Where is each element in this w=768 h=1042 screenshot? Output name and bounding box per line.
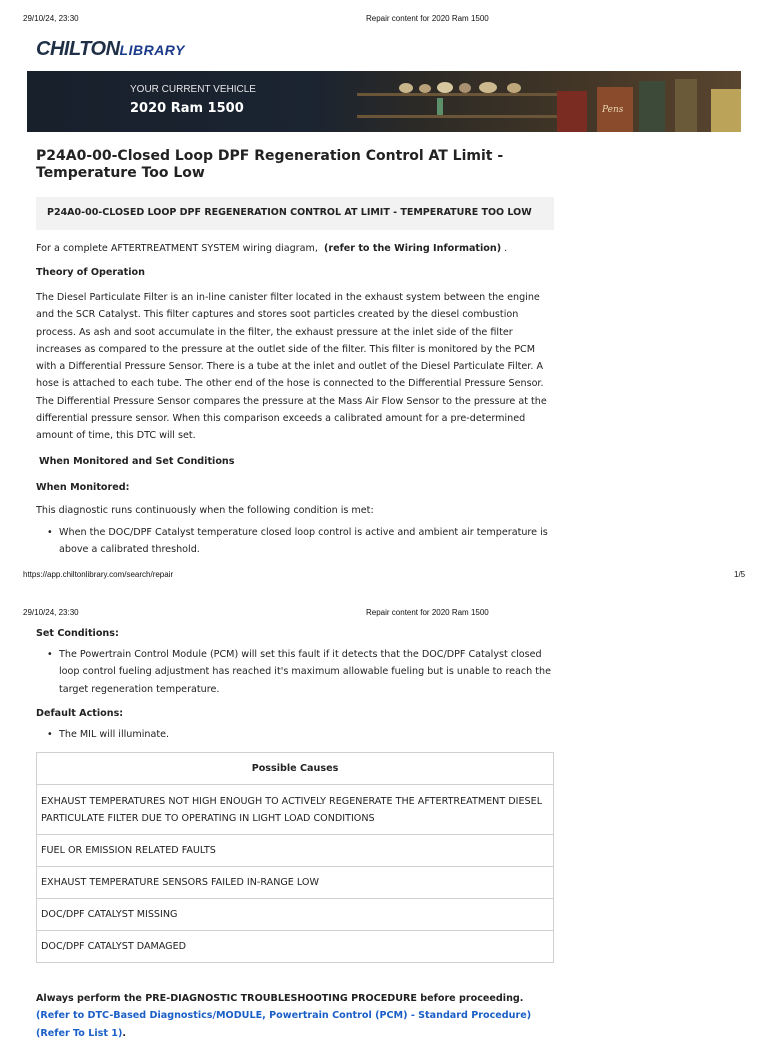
default-actions-label: Default Actions: xyxy=(36,708,124,719)
page-number: 1/5 xyxy=(734,570,746,579)
pre-diagnostic-link[interactable]: (Refer to DTC-Based Diagnostics/MODULE, Powertrain Control (PCM) - Standard Procedure)(Refer To List 1) xyxy=(36,1010,532,1039)
banner-decor xyxy=(459,83,471,93)
print-title: Repair content for 2020 Ram 1500 xyxy=(366,608,489,617)
current-vehicle-label: YOUR CURRENT VEHICLE xyxy=(130,84,256,95)
pre-diagnostic-note xyxy=(36,990,556,1042)
vehicle-banner xyxy=(27,71,741,132)
wiring-prefix: For a complete AFTERTREATMENT SYSTEM wiring diagram, xyxy=(36,243,318,254)
table-row: EXHAUST TEMPERATURES NOT HIGH ENOUGH TO ACTIVELY REGENERATE THE AFTERTREATMENT DIESEL PARTICULATE FILTER DUE TO OPERATING IN LIGHT LOAD CONDITIONS xyxy=(37,785,554,835)
monitored-heading: When Monitored and Set Conditions xyxy=(39,456,235,467)
chilton-library-logo[interactable]: CHILTONLIBRARY xyxy=(36,38,185,60)
banner-decor xyxy=(437,98,443,115)
wiring-reference xyxy=(36,240,507,257)
table-row: FUEL OR EMISSION RELATED FAULTS xyxy=(37,835,554,867)
wiring-info-link[interactable]: (refer to the Wiring Information) xyxy=(323,243,502,254)
banner-decor xyxy=(675,79,697,132)
banner-sign-text: Pens xyxy=(602,105,624,115)
list-item: • The MIL will illuminate. xyxy=(36,726,552,743)
causes-header: Possible Causes xyxy=(37,753,554,785)
theory-body: The Diesel Particulate Filter is an in-line canister filter located in the exhaust system between the engine and the SCR Catalyst. This filter captures and stores soot particles created by the diesel combustion process. As ash and soot accumulate in the filter, the exhaust pressure at the inlet side of the filter increases as compared to the pressure at the outlet side of the filter. This filter is monitored by the PCM with a Differential Pressure Sensor. There is a tube at the inlet and outlet of the Diesel Particulate Filter. A hose is attached to each tube. The other end of the hose is connected to the Differential Pressure Sensor. The Differential Pressure Sensor compares the pressure at the Mass Air Flow Sensor to the pressure at the differential pressure sensor. When this comparison exceeds a calibrated amount for a pre-determined amount of time, this DTC will set. xyxy=(36,292,547,442)
page-url: https://app.chiltonlibrary.com/search/repair xyxy=(23,570,174,579)
banner-decor xyxy=(711,89,741,132)
article-title: P24A0-00-Closed Loop DPF Regeneration Control AT Limit - Temperature Too Low xyxy=(36,148,504,181)
section-header-text: P24A0-00-CLOSED LOOP DPF REGENERATION CONTROL AT LIMIT - TEMPERATURE TOO LOW xyxy=(47,207,532,218)
pre-diagnostic-suffix: . xyxy=(122,1027,126,1039)
print-title: Repair content for 2020 Ram 1500 xyxy=(366,14,489,23)
banner-shelf xyxy=(357,93,577,96)
section-header xyxy=(36,197,554,230)
default-actions-list xyxy=(36,726,552,743)
banner-decor xyxy=(557,91,587,132)
banner-decor xyxy=(437,82,453,93)
banner-decor xyxy=(419,84,431,93)
banner-decor xyxy=(507,83,521,93)
theory-heading: Theory of Operation xyxy=(36,267,145,278)
banner-decor xyxy=(399,83,413,93)
banner-shelf xyxy=(357,115,577,118)
list-item: • The Powertrain Control Module (PCM) will set this fault if it detects that the DOC/DPF Catalyst closed loop control fueling adjustment has reached it's maximum allowable fueling but is unable to reach the target regeneration temperature. xyxy=(36,646,552,698)
print-date: 29/10/24, 23:30 xyxy=(23,14,79,23)
banner-decor xyxy=(639,81,665,132)
table-row: DOC/DPF CATALYST DAMAGED xyxy=(37,931,554,963)
set-conditions-list xyxy=(36,646,552,698)
when-monitored-label: When Monitored: xyxy=(36,482,130,493)
table-row: EXHAUST TEMPERATURE SENSORS FAILED IN-RANGE LOW xyxy=(37,867,554,899)
table-row: DOC/DPF CATALYST MISSING xyxy=(37,899,554,931)
print-date: 29/10/24, 23:30 xyxy=(23,608,79,617)
when-monitored-list xyxy=(36,524,548,559)
banner-decor xyxy=(479,82,497,93)
list-item: • When the DOC/DPF Catalyst temperature closed loop control is active and ambient air temperature is above a calibrated threshold. xyxy=(36,524,548,559)
wiring-suffix: . xyxy=(504,243,508,254)
when-monitored-intro: This diagnostic runs continuously when the following condition is met: xyxy=(36,505,374,516)
current-vehicle-name[interactable]: 2020 Ram 1500 xyxy=(130,101,244,116)
possible-causes-table xyxy=(36,752,554,963)
pre-diagnostic-text: Always perform the PRE-DIAGNOSTIC TROUBLESHOOTING PROCEDURE before proceeding. xyxy=(36,993,524,1004)
set-conditions-label: Set Conditions: xyxy=(36,628,119,639)
banner-decor xyxy=(597,87,633,132)
